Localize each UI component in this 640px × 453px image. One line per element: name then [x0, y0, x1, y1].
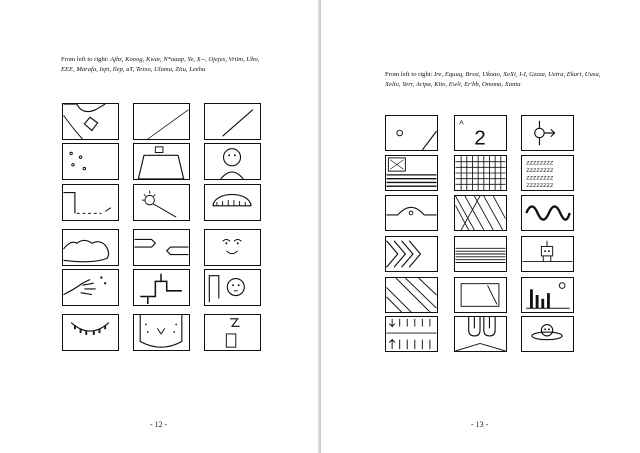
pointing-arrows-icon — [133, 229, 190, 266]
diagonal-stripes-icon — [385, 277, 438, 313]
left-page-caption — [61, 55, 271, 75]
horizontal-lines-icon — [454, 236, 507, 272]
sun-spiral-icon — [133, 184, 190, 221]
face-squiggle-icon — [204, 229, 261, 266]
bar-equalizer-icon — [521, 277, 574, 313]
robot-head-icon — [521, 236, 574, 272]
u-tubes-icon — [454, 316, 507, 352]
caption-prefix: From left to right: — [385, 71, 435, 78]
svg-text:ZZZZZZZZ: ZZZZZZZZ — [526, 174, 554, 182]
arrows-up-down-icon — [385, 316, 438, 352]
corner-line-icon — [204, 103, 261, 140]
dots-scatter-icon — [62, 143, 119, 180]
caption-prefix: From left to right: — [61, 56, 111, 63]
face-in-frame-icon — [204, 269, 261, 306]
blank-triangle-icon — [133, 103, 190, 140]
hand-dots-icon — [62, 269, 119, 306]
arc-teeth-icon — [62, 314, 119, 351]
number-two-icon — [454, 115, 507, 151]
grid-icon — [454, 155, 507, 191]
face-outline-icon — [204, 143, 261, 180]
diagonal-hatch-icon — [454, 195, 507, 231]
caption-names: Ajhz, Kooog, Kwar, N*aaap, Ye, X--, Ojejes, Vriim, Ubo, EEE, Marafa, Ispi, Ilep, aT, Texso, Ulama, Ziiu, Leeha — [61, 56, 260, 73]
circle-corner-icon — [385, 115, 438, 151]
page-number: - 13 - — [471, 420, 489, 429]
flag-stripes-icon — [385, 155, 438, 191]
caption-names: Ire, Equuq, Brsst, Ukoao, XeXi, I-I, Gzzza, Uetra, Ekari, Uusu, Xelto, Yerr, Aripa, Kito, Ewli, Er'bb, Onoma, Xanta — [385, 71, 601, 88]
male-symbol-icon — [521, 115, 574, 151]
svg-text:2: 2 — [474, 126, 486, 150]
lightning-figure-icon — [204, 314, 261, 351]
chevrons-icon — [385, 236, 438, 272]
dashed-corner-icon — [62, 184, 119, 221]
right-page — [321, 0, 640, 453]
pendant-dots-icon — [133, 314, 190, 351]
left-page — [0, 0, 319, 453]
svg-text:ZZZZZZZZ: ZZZZZZZZ — [526, 159, 554, 167]
page-number: - 12 - — [150, 420, 168, 429]
svg-text:ZZZZZZZZ: ZZZZZZZZ — [526, 182, 554, 190]
wavy-line-icon — [521, 195, 574, 231]
saucer-head-icon — [521, 316, 574, 352]
framed-box-icon — [454, 277, 507, 313]
svg-text:ZZZZZZZZ: ZZZZZZZZ — [526, 167, 554, 175]
blob-diamond-icon — [62, 103, 119, 140]
half-dome-scale-icon — [204, 184, 261, 221]
dome-mound-icon — [385, 195, 438, 231]
right-page-caption — [385, 70, 605, 90]
zigzag-rows-icon — [521, 155, 574, 191]
pipes-maze-icon — [133, 269, 190, 306]
hand-shape-icon — [62, 229, 119, 266]
table-shape-icon — [133, 143, 190, 180]
svg-text:A: A — [459, 119, 464, 127]
